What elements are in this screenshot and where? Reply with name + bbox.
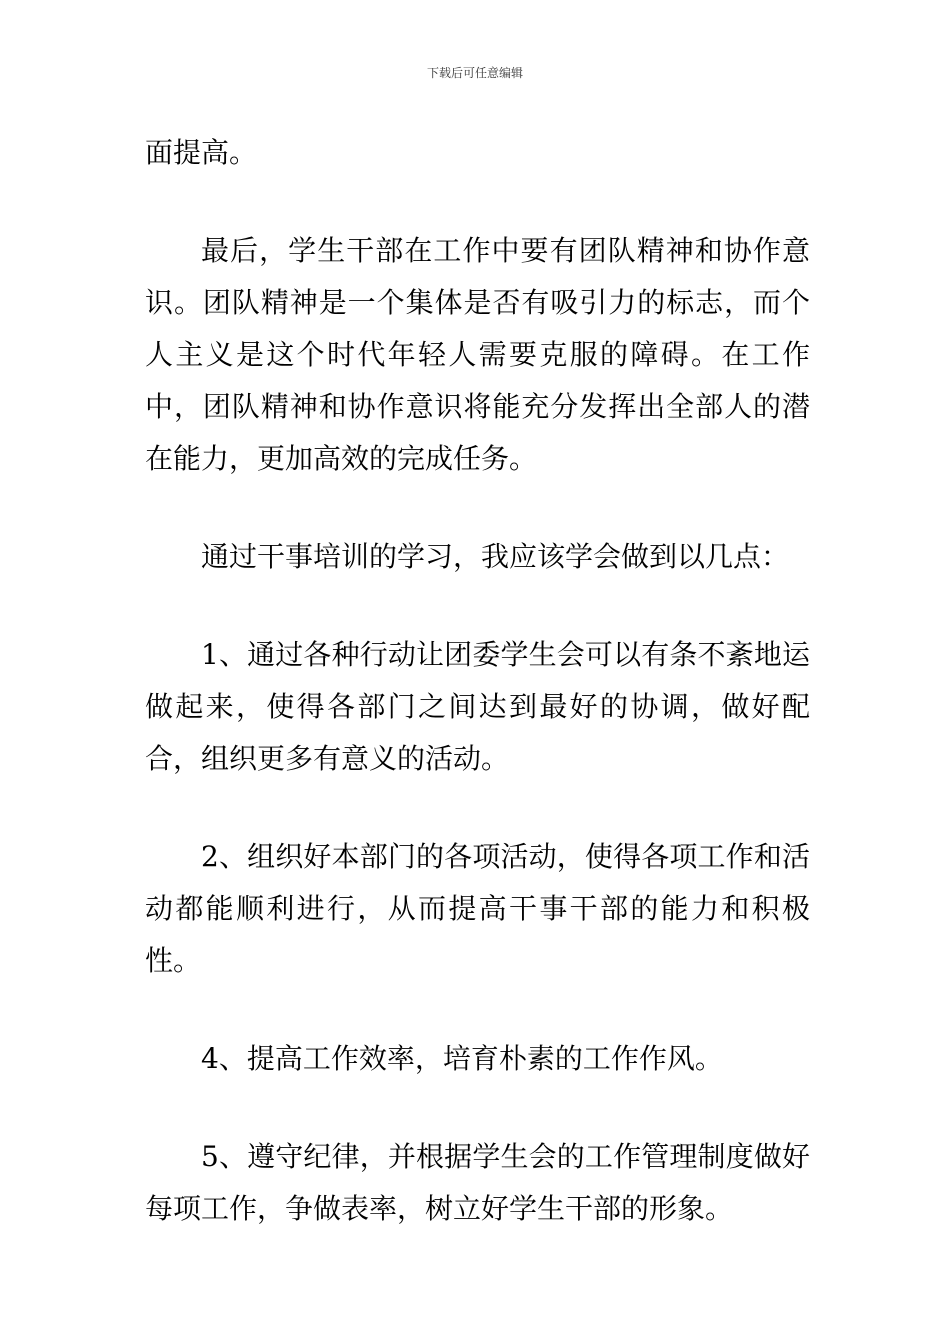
page-header: 下载后可任意编辑 [426,66,523,80]
paragraph-continuation: 面提高。 [145,136,258,169]
paragraph-point-4: 4、提高工作效率，培育朴素的工作作风。 [201,1042,723,1075]
paragraph-point-2: 2、组织好本部门的各项活动，使得各项工作和活动都能顺利进行，从而提高干事干部的能力和积极性。 [145,840,810,977]
paragraph-point-5: 5、遵守纪律，并根据学生会的工作管理制度做好每项工作，争做表率，树立好学生干部的形象。 [145,1140,810,1225]
paragraph-team-spirit: 最后，学生干部在工作中要有团队精神和协作意识。团队精神是一个集体是否有吸引力的标志，而个人主义是这个时代年轻人需要克服的障碍。在工作中，团队精神和协作意识将能充分发挥出全部人的潜在能力，更加高效的完成任务。 [145,234,810,475]
paragraph-intro-points: 通过干事培训的学习，我应该学会做到以几点： [201,540,790,573]
document-body [145,127,810,1235]
paragraph-point-1: 1、通过各种行动让团委学生会可以有条不紊地运做起来，使得各部门之间达到最好的协调，做好配合，组织更多有意义的活动。 [145,638,810,775]
